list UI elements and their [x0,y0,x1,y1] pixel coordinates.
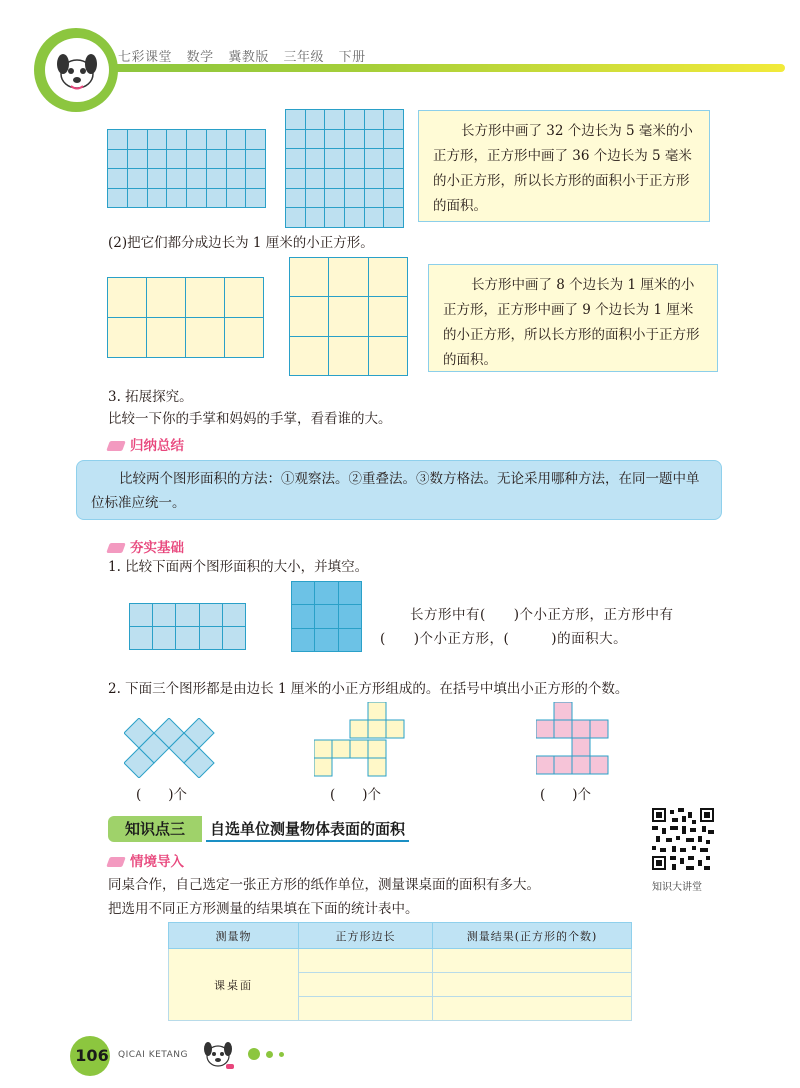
shape-b-squares [314,702,406,778]
series-name: 七彩课堂 [118,50,173,65]
q1-fill-line-1: 长方形中有( )个小正方形，正方形中有 [410,607,674,623]
grid-cell [344,148,365,169]
grid-cell [166,149,187,170]
grid-cell [328,336,368,376]
grid-cell [285,109,306,130]
book-icon [106,441,126,451]
grid-cell [147,129,168,150]
grid-cell [206,149,227,170]
grid-cell [186,188,207,209]
part3-title: 3. 拓展探究。 [108,389,193,405]
blank-b: ( )个 [330,787,382,803]
question-2: (2)把它们都分成边长为 1 厘米的小正方形。 [108,235,374,251]
grid-cell [175,603,199,627]
square-1cm-grid [290,258,408,376]
blank-c: ( )个 [540,787,592,803]
grid-cell [344,129,365,150]
grid-cell [291,581,315,605]
grid-cell [305,207,326,228]
shape-c-squares [536,702,612,778]
grid-cell [127,168,148,189]
grid-cell [245,168,266,189]
table-cell[interactable] [299,949,433,973]
grid-cell [127,129,148,150]
grid-cell [226,168,247,189]
header-result: 测量结果(正方形的个数) [433,923,632,949]
grid-cell [305,168,326,189]
grid-cell [107,317,147,358]
grid-cell [364,109,385,130]
grid-cell [175,626,199,650]
grid-cell [206,168,227,189]
grid-cell [199,603,223,627]
grid-cell [383,207,404,228]
grid-cell [245,129,266,150]
summary-box: 比较两个图形面积的方法：①观察法。②重叠法。③数方格法。无论采用哪种方法，在同一题中单位标准应统一。 [76,460,722,520]
table-cell[interactable] [433,949,632,973]
grid-cell [305,109,326,130]
grid-cell [146,317,186,358]
basics-heading [108,536,184,556]
grid-cell [338,604,362,628]
grid-cell [186,168,207,189]
grid-cell [324,207,345,228]
grid-cell [152,626,176,650]
grid-cell [107,149,128,170]
grid-cell [364,129,385,150]
grid-cell [324,148,345,169]
grid-cell [324,109,345,130]
grid-cell [224,277,264,318]
qr-code-icon[interactable] [652,808,714,870]
footer-dot-small [279,1052,284,1057]
volume-name: 下册 [338,50,366,65]
grid-cell [127,149,148,170]
grid-cell [324,188,345,209]
grid-cell [291,604,315,628]
grid-cell [245,149,266,170]
header-object: 测量物 [169,923,299,949]
grid-cell [107,168,128,189]
grid-cell [368,257,408,297]
grid-cell [344,168,365,189]
square-5mm-grid [286,110,404,228]
blank-a: ( )个 [136,787,188,803]
q1-fill-line-2: ( )个小正方形，( )的面积大。 [380,631,628,647]
rectangle-5mm-grid [108,130,266,208]
grid-cell [344,109,365,130]
grid-cell [383,188,404,209]
grid-cell [305,129,326,150]
book-icon [106,857,126,867]
intro-line-2: 把选用不同正方形测量的结果填在下面的统计表中。 [108,901,419,917]
grid-cell [206,188,227,209]
grid-cell [364,168,385,189]
grid-cell [166,168,187,189]
intro-title: 情境导入 [130,854,184,870]
knowledge-point-title: 自选单位测量物体表面的面积 [206,816,409,842]
grid-cell [129,626,153,650]
grid-cell [285,168,306,189]
basics-q1: 1. 比较下面两个图形面积的大小，并填空。 [108,559,369,575]
table-cell[interactable] [433,973,632,997]
grid-cell [328,257,368,297]
grid-cell [147,188,168,209]
statistics-table [168,922,632,1021]
row-label-desk: 课桌面 [169,949,299,1021]
grid-cell [186,129,207,150]
basics-title: 夯实基础 [130,540,184,556]
grid-cell [166,188,187,209]
rectangle-1cm-grid [108,278,264,358]
footer-dot-medium [266,1051,273,1058]
grid-cell [285,207,306,228]
grid-cell [285,129,306,150]
grid-cell [368,336,408,376]
grid-cell [226,129,247,150]
grid-cell [291,628,315,652]
summary-heading [108,434,184,454]
grid-cell [314,581,338,605]
intro-line-1: 同桌合作，自己选定一张正方形的纸作单位，测量课桌面的面积有多大。 [108,877,540,893]
grid-cell [314,604,338,628]
q1-rectangle-grid [130,604,246,650]
grid-cell [344,188,365,209]
grid-cell [383,129,404,150]
basics-q2: 2. 下面三个图形都是由边长 1 厘米的小正方形组成的。在括号中填出小正方形的个数。 [108,681,629,697]
grid-cell [305,148,326,169]
book-icon [106,543,126,553]
grid-cell [107,188,128,209]
grid-cell [147,149,168,170]
grid-cell [107,277,147,318]
table-header-row [169,923,632,949]
grid-cell [185,277,225,318]
edition-name: 冀教版 [228,50,269,65]
table-cell[interactable] [299,997,433,1021]
grid-cell [152,603,176,627]
grid-cell [344,207,365,228]
grid-cell [222,626,246,650]
grid-cell [364,207,385,228]
grid-cell [324,168,345,189]
header-side-length: 正方形边长 [299,923,433,949]
grid-cell [147,168,168,189]
grade-name: 三年级 [283,50,324,65]
q1-square-grid [292,582,362,652]
grid-cell [305,188,326,209]
grid-cell [226,149,247,170]
grid-cell [289,336,329,376]
grid-cell [199,626,223,650]
grid-cell [364,188,385,209]
footer-brand: QICAI KETANG [118,1050,188,1060]
answer-box-2: 长方形中画了 8 个边长为 1 厘米的小正方形，正方形中画了 9 个边长为 1 厘米的小正方形，所以长方形的面积小于正方形的面积。 [428,264,718,372]
grid-cell [328,296,368,336]
grid-cell [186,149,207,170]
part3-text: 比较一下你的手掌和妈妈的手掌，看看谁的大。 [108,411,392,427]
table-cell[interactable] [299,973,433,997]
header-stripe [95,64,785,72]
knowledge-point-tag: 知识点三 [108,816,202,842]
page-number: 106 [75,1046,109,1065]
grid-cell [206,129,227,150]
grid-cell [383,109,404,130]
shape-a-diamonds [124,718,220,778]
grid-cell [224,317,264,358]
table-row [169,949,632,973]
grid-cell [368,296,408,336]
grid-cell [289,296,329,336]
grid-cell [146,277,186,318]
answer-box-1: 长方形中画了 32 个边长为 5 毫米的小正方形，正方形中画了 36 个边长为 5 毫米的小正方形，所以长方形的面积小于正方形的面积。 [418,110,710,222]
grid-cell [289,257,329,297]
grid-cell [338,628,362,652]
grid-cell [383,168,404,189]
grid-cell [314,628,338,652]
grid-cell [285,188,306,209]
mascot-dog-icon [45,38,109,102]
footer-dot-large [248,1048,260,1060]
summary-title: 归纳总结 [130,438,184,454]
grid-cell [226,188,247,209]
table-cell[interactable] [433,997,632,1021]
intro-heading [108,850,184,870]
grid-cell [285,148,306,169]
grid-cell [127,188,148,209]
grid-cell [245,188,266,209]
subject-name: 数学 [186,50,214,65]
grid-cell [364,148,385,169]
grid-cell [338,581,362,605]
grid-cell [383,148,404,169]
header-title [118,46,376,65]
qr-caption: 知识大讲堂 [652,882,702,893]
grid-cell [166,129,187,150]
grid-cell [324,129,345,150]
grid-cell [222,603,246,627]
mascot-dog-icon [196,1032,240,1076]
grid-cell [129,603,153,627]
grid-cell [185,317,225,358]
grid-cell [107,129,128,150]
